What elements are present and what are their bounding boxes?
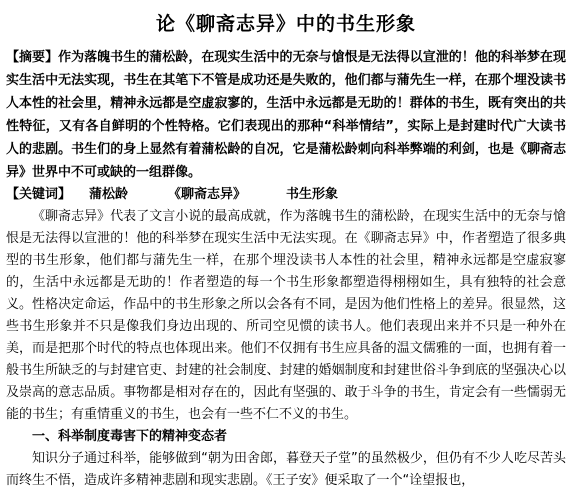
keyword-item: 《聊斋志异》 — [168, 187, 247, 202]
paper-title: 论《聊斋志异》中的书生形象 — [155, 13, 416, 35]
abstract — [6, 46, 566, 184]
keywords — [6, 184, 566, 206]
keyword-item: 蒲松龄 — [89, 187, 129, 202]
keyword-item: 书生形象 — [286, 187, 339, 202]
keywords-label: 【关键词】 — [6, 187, 72, 202]
abstract-text: 作为落魄书生的蒲松龄，在现实生活中的无奈与愴恨是无法得以宣泄的！他的科举梦在现实生活中无法实现，书生在其笔下不管是成功还是失败的，他们都与蒲先生一样，在那个埋没读书人本性的社会里，精神永远都是空虚寂寥的，生活中永远都是无助的！群体的书生，既有突出的共性特征，又有各自鲜明的个性特格。它们表现出的那种“科举情结”，实际上是封建时代广大读书人的悲剧。书生们的身上显然有着蒲松龄的自况，它是蒲松龄刺向科举弊端的利剑，也是《聊斋志异》世界中不可或缺的一组群像。 — [6, 50, 566, 180]
body-paragraph: 知识分子通过科举，能够做到“朝为田舍郎，暮登天子堂”的虽然极少，但仍有不少人吃尽苦头而终生不悟，造成许多精神悲剧和现实悲剧。《王子安》便采取了一个“诠望报也， — [6, 451, 566, 488]
abstract-label: 【摘要】 — [6, 50, 59, 65]
body-paragraph: 《聊斋志异》代表了文言小说的最高成就，作为落魄书生的蒲松龄，在现实生活中的无奈与愴恨是无法得以宣泄的！他的科举梦在现实生活中无法实现。在《聊斋志异》中，作者塑造了很多典型的书生形象，他们都与蒲先生一样，在那个埋没读书人本性的社会里，精神永远都是空虚寂寥的，生活中永远都是无助的！作者塑造的每一个书生形象都塑造得栩栩如生，具有独特的社会意义。性格决定命运，作品中的书生形象之所以会各有不同，是因为他们性格上的差异。很显然，这些书生形象并不只是像我们身边出现的、所司空见惯的读书人。他们表现出来并不只是一种外在美，而是把那个时代的特点也体现出来。他们不仅拥有书生应具备的温文儒雅的一面，也拥有着一般书生所缺乏的与封建官吏、封建的社会制度、封建的婚姻制度和封建世俗斗争到底的坚强决心以及崇高的意志品质。事物都是相对存在的，因此有坚强的、敢于斗争的书生，肯定会有一些懦弱无能的书生；有重情重义的书生，也会有一些不仁不义的书生。 — [6, 209, 566, 422]
section-heading: 一、科举制度毒害下的精神变态者 — [32, 429, 228, 444]
